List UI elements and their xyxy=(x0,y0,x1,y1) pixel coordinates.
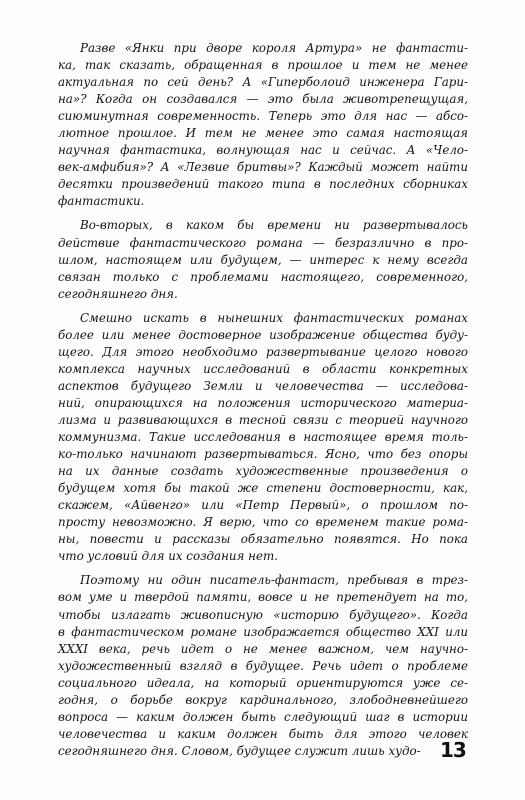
text-line: шлом, настоящем или будущем, — интерес к нему всегда xyxy=(58,252,468,267)
text-line: фантастики. xyxy=(58,194,145,209)
text-line: скажем, «Айвенго» или «Петр Первый», о прошлом по- xyxy=(58,498,468,513)
text-line: XXXI века, речь идет о не менее важном, чем научно- xyxy=(58,641,468,656)
paragraph xyxy=(58,310,468,566)
text-line: на»? Когда он создавался — это была животрепещущая, xyxy=(58,92,468,107)
text-line: будущем хотя бы такой же степени достоверности, как, xyxy=(58,481,468,496)
text-line: ко-только начинают развертываться. Ясно, что без опоры xyxy=(58,447,468,462)
text-line: аспектов будущего Земли и человечества — исследова- xyxy=(58,378,468,393)
text-line: сегодняшнего дня. Словом, будущее служит лишь худо- xyxy=(58,743,421,758)
paragraph xyxy=(58,572,468,760)
text-line: Разве «Янки при дворе короля Артура» не фантасти- xyxy=(80,41,468,55)
text-line: просту невозможно. Я верю, что со временем такие рома- xyxy=(58,515,468,530)
text-line: век-амфибия»? А «Лезвие бритвы»? Каждый может найти xyxy=(58,160,468,175)
text-line: связан только с проблемами настоящего, современного, xyxy=(58,269,468,284)
text-line: ка, так сказать, обращенная в прошлое и тем не менее xyxy=(58,58,468,73)
text-line: вопроса — каким должен быть следующий шаг в истории xyxy=(58,709,468,724)
text-line: сегодняшнего дня. xyxy=(58,286,178,301)
text-line: щего. Для этого необходимо развертывание целого нового xyxy=(58,344,468,359)
text-line: Смешно искать в нынешних фантастических романах xyxy=(80,310,468,325)
text-line: научная фантастика, волнующая нас и сейчас. А «Чело- xyxy=(58,143,468,158)
text-line: на их данные создать художественные произведения о xyxy=(58,464,468,479)
text-line: более или менее достоверное изображение общества буду- xyxy=(58,327,468,342)
text-line: актуальная по сей день? А «Гиперболоид инженера Гари- xyxy=(58,75,468,90)
text-line: комплекса научных исследований в области конкретных xyxy=(58,361,468,376)
text-line: ний, опирающихся на положения исторического материа- xyxy=(58,395,468,410)
text-line: ны, повести и рассказы обязательно появятся. Но пока xyxy=(58,532,468,547)
text-line: чтобы излагать живописную «историю будущего». Когда xyxy=(58,607,468,622)
text-line: сиюминутная современность. Теперь это для нас — абсо- xyxy=(58,109,468,124)
text-line: коммунизма. Такие исследования в настоящее время толь- xyxy=(58,430,468,445)
text-line: годня, о борьбе вокруг кардинального, злободневнейшего xyxy=(58,692,468,707)
body-text xyxy=(58,40,468,767)
paragraph xyxy=(58,217,468,302)
text-line: лютное прошлое. И тем не менее это самая настоящая xyxy=(58,126,468,141)
text-line: Во-вторых, в каком бы времени ни развертывалось xyxy=(80,218,468,233)
text-line: в фантастическом романе изображается общество XXI или xyxy=(58,624,468,639)
text-line: действие фантастического романа — безразлично в про- xyxy=(58,235,468,250)
text-line: что условий для их создания нет. xyxy=(58,549,278,564)
text-line: художественный взгляд в будущее. Речь идет о проблеме xyxy=(58,658,468,673)
text-line: социального идеала, на который ориентируются уже се- xyxy=(58,675,468,690)
text-line: вом уме и твердой памяти, вовсе и не претендует на то, xyxy=(58,590,468,605)
text-line: десятки произведений такого типа в последних сборниках xyxy=(58,177,468,192)
paragraph xyxy=(58,40,468,210)
text-line: Поэтому ни один писатель-фантаст, пребывая в трез- xyxy=(80,573,468,588)
page-number: 13 xyxy=(440,738,466,762)
text-line: человечества и каким должен быть для этого человек xyxy=(58,726,468,741)
text-line: лизма и развивающихся в тесной связи с теорией научного xyxy=(58,412,468,427)
